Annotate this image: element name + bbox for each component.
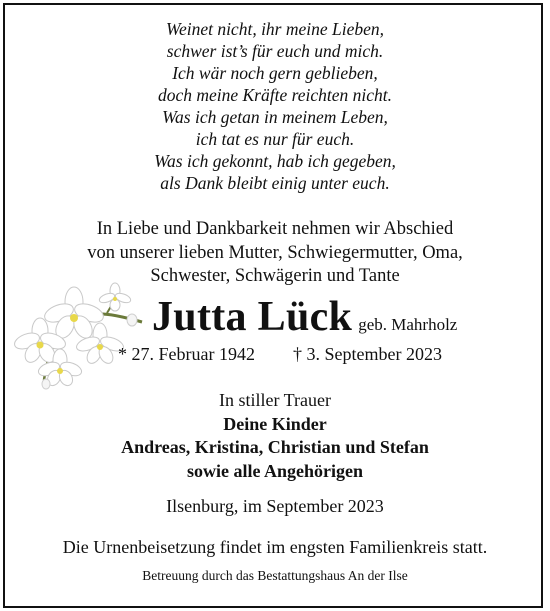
farewell-line: In Liebe und Dankbarkeit nehmen wir Abschied — [96, 219, 454, 239]
poem-line: schwer ist’s für euch und mich. — [166, 41, 384, 61]
deceased-name: Jutta Lück — [152, 294, 353, 340]
mourning-intro: In stiller Trauer — [219, 390, 331, 410]
poem-line: Ich wär noch gern geblieben, — [172, 63, 378, 83]
maiden-name: geb. Mahrholz — [358, 315, 458, 334]
place-date: Ilsenburg, im September 2023 — [166, 496, 384, 516]
farewell-text — [0, 218, 550, 289]
farewell-line: Schwester, Schwägerin und Tante — [150, 266, 400, 286]
poem-line: als Dank bleibt einig unter euch. — [160, 173, 390, 193]
relatives-line: sowie alle Angehörigen — [187, 460, 363, 481]
poem-line: Weinet nicht, ihr meine Lieben, — [165, 19, 385, 39]
mourners — [0, 389, 550, 483]
poem-line: doch meine Kräfte reichten nicht. — [157, 85, 393, 105]
deceased-name-row — [152, 293, 457, 341]
children-names: Andreas, Kristina, Christian und Stefan — [121, 437, 429, 457]
children-heading: Deine Kinder — [223, 413, 327, 434]
poem-line: Was ich gekonnt, hab ich gegeben, — [154, 151, 396, 171]
white-orchid-icon — [12, 280, 147, 392]
undertaker-note: Betreuung durch das Bestattungshaus An der Ilse — [142, 568, 408, 583]
funeral-note: Die Urnenbeisetzung findet im engsten Familienkreis statt. — [62, 537, 488, 557]
farewell-line: von unserer lieben Mutter, Schwiegermutter, Oma, — [87, 242, 463, 263]
poem-line: Was ich getan in meinem Leben, — [162, 107, 388, 127]
life-dates — [118, 344, 442, 365]
poem-line: ich tat es nur für euch. — [195, 129, 355, 149]
birth-date: * 27. Februar 1942 — [118, 344, 255, 364]
death-date: † 3. September 2023 — [292, 344, 442, 364]
poem — [0, 18, 550, 194]
